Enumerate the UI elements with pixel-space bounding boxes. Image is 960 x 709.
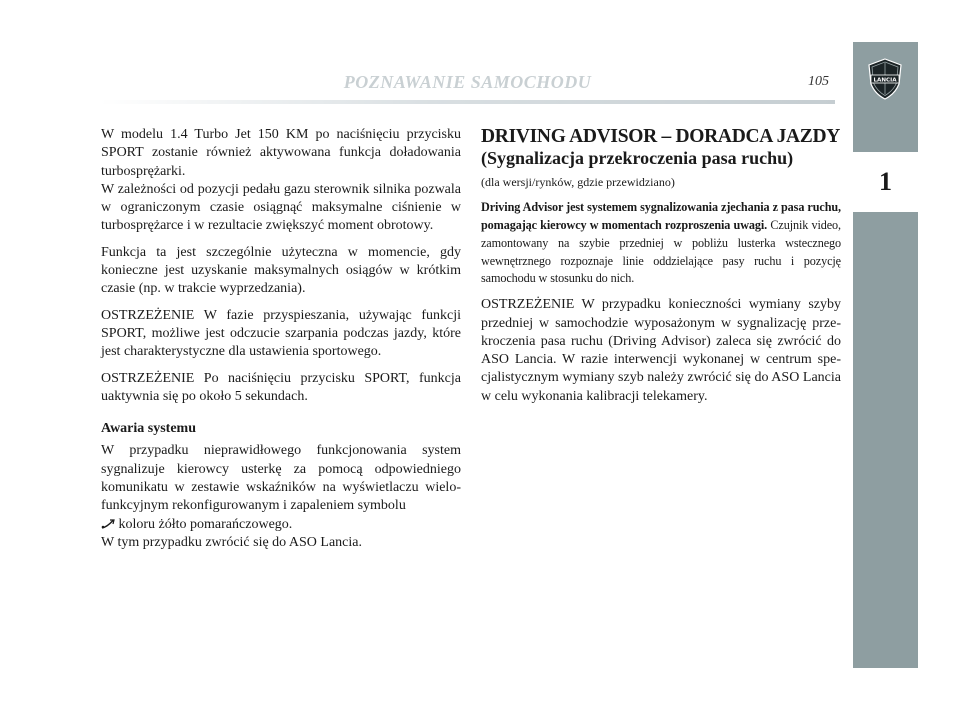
paragraph-description [481,199,841,288]
page-number: 105 [808,74,829,89]
section-subtitle: (Sygnalizacja przekroczenia pasa ruchu) [481,148,794,168]
section-title: DRIVING ADVISOR – DORADCA JAZDY [481,126,841,147]
description-lead: Driving Advisor jest systemem sygnalizowania zjechania z pasa ruchu, pomagając kierowcy w momentach rozproszenia uwagi. [481,200,841,233]
failure-text: W przypadku nieprawidłowego funkcjonowania system sygnalizuje kierowcy usterkę za pomocą odpowiedniego komunikatu w zestawie wskaźników na wyświetlaczu wielo-funkcyjnym rekonfigurowanym i zapaleniem symbolu [101,443,461,514]
chapter-box [853,152,918,212]
description-body: Czujnik video, zamontowany na szybie przedniej w pobliżu lusterka wstecznego wewnętrznego rozpoznaje linie oddzielające pasy ruchu i pozycję samochodu w stosunku do nich. [481,218,841,286]
lancia-shield-icon [867,58,903,100]
lane-departure-warning-icon [101,519,115,529]
paragraph-warning-2: OSTRZEŻENIE Po naciśnięciu przycisku SPORT, funkcja uaktywnia się po około 5 sekundach. [101,370,461,404]
paragraph-pedal: W zależności od pozycji pedału gazu sterownik silnika pozwala w ograniczonym czasie osiągnąć maksymalne ciśnienie w turbosprężarce i w rezultacie zwiększyć moment obrotowy. [101,181,461,234]
chapter-side-tab [853,42,918,668]
paragraph-turbo: W modelu 1.4 Turbo Jet 150 KM po naciśnięciu przycisku SPORT zostanie również aktywowana funkcja doładowania turbosprężarki. [101,127,461,179]
paragraph-failure [101,442,461,533]
paragraph-warning-1: OSTRZEŻENIE W fazie przyspieszania, używając funkcji SPORT, możliwe jest odczucie szarpania podczas jazdy, które jest charakterystyczne dla ustawienia sportowego. [101,307,461,360]
paragraph-contact: W tym przypadku zwrócić się do ASO Lancia. [101,534,363,550]
chapter-number: 1 [879,167,892,196]
logo-text: LANCIA [873,77,897,84]
right-column [481,126,841,414]
availability-note: (dla wersji/rynków, gdzie przewidziano) [481,175,675,189]
page-header-title: POZNAWANIE SAMOCHODU [343,72,592,92]
left-column [101,126,461,560]
header-rule [100,100,835,104]
paragraph-function: Funkcja ta jest szczególnie użyteczna w momencie, gdy konieczne jest uzyskanie maksymalnych osiągów w krótkim czasie (np. w trakcie wyprzedzania). [101,244,461,297]
failure-color-text: koloru żółto pomarańczowego. [118,516,293,532]
subheading-system-failure: Awaria systemu [101,421,197,437]
page-header [100,60,835,106]
paragraph-windshield-warning: OSTRZEŻENIE W przypadku konieczności wymiany szyby przedniej w samochodzie wyposażonym w sygnalizację prze-kroczenia pasa ruchu (Driving Advisor) zaleca się zwrócić do ASO Lancia. W razie interwencji wykonanej w centrum spe-cjalistycznym wymiany szyb należy zwrócić się do ASO Lancia w celu wykonania kalibracji telekamery. [481,297,841,404]
